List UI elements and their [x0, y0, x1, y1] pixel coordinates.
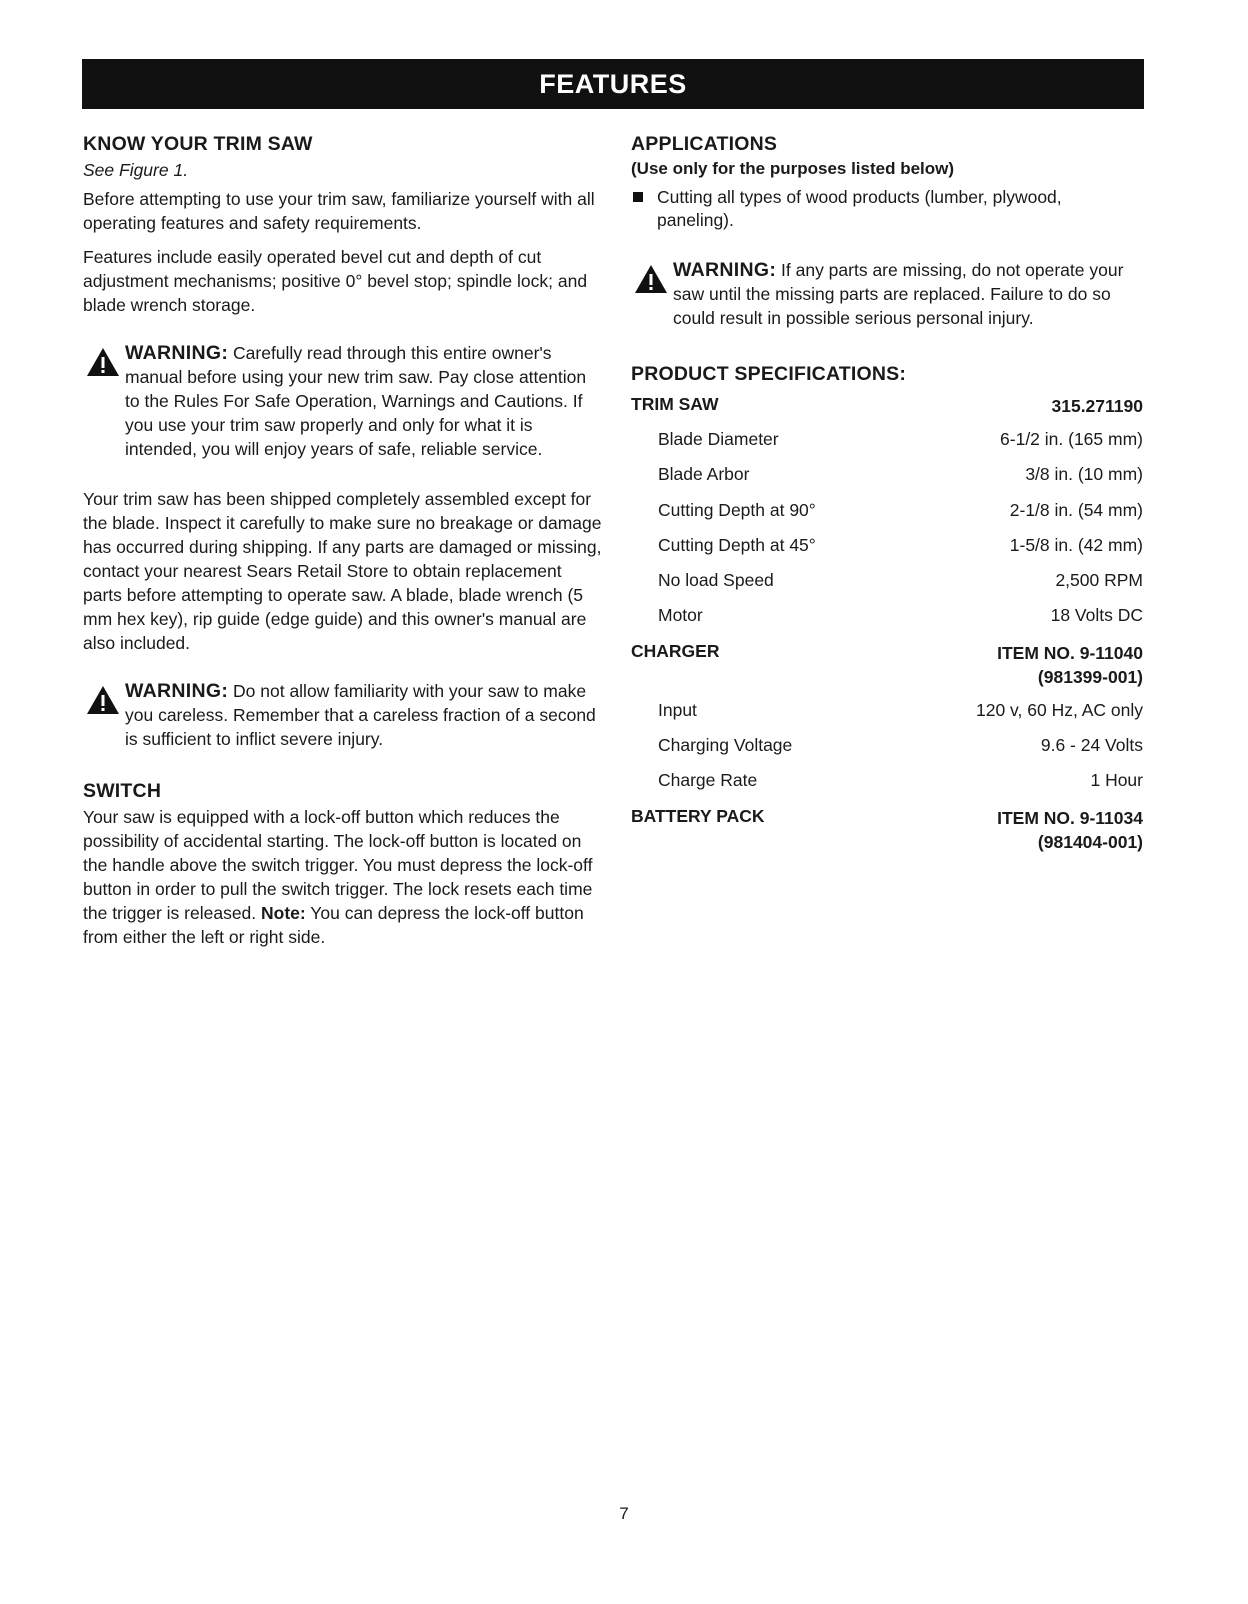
spec-charger-item: ITEM NO. 9-11040	[997, 642, 1143, 663]
spec-charger-part: (981399-001)	[1037, 666, 1143, 687]
spec-row-label: Charging Voltage	[658, 735, 793, 756]
spec-battery-item: ITEM NO. 9-11034	[997, 807, 1143, 828]
page-number: 7	[619, 1504, 629, 1523]
spec-row	[631, 700, 1143, 735]
know-para-3: Your trim saw has been shipped completely assembled except for the blade. Inspect it carefully to make sure no breakage or damage has occurred during shipping. If any parts are damaged or missing, contact your nearest Sears Retail Store to obtain replacement parts before attempting to operate saw. A blade, blade wrench (5 mm hex key), rip guide (edge guide) and this owner's manual are also included.	[83, 489, 602, 653]
spec-row-label: Input	[658, 699, 697, 720]
banner-title: FEATURES	[539, 68, 687, 99]
spec-row-value: 3/8 in. (10 mm)	[1025, 464, 1143, 485]
spec-row-value: 1 Hour	[1090, 770, 1143, 791]
spec-battery-label: BATTERY PACK	[631, 805, 765, 826]
warning-1-text: Carefully read through this entire owner's manual before using your new trim saw. Pay close attention to the Rules For Safe Operation, Warnings and Cautions. If you use your trim saw properly and only for what it is intended, you will enjoy years of safe, reliable service.	[125, 343, 587, 459]
warning-block-3	[631, 258, 1143, 330]
warning-2-lead: WARNING:	[125, 680, 229, 702]
warning-3-text: If any parts are missing, do not operate your saw until the missing parts are replaced. Failure to do so could result in possible serious personal injury.	[673, 260, 1124, 328]
spec-row-value: 1-5/8 in. (42 mm)	[1009, 534, 1143, 555]
spec-row-label: Motor	[658, 605, 703, 626]
switch-heading: SWITCH	[83, 780, 162, 802]
spec-row-label: Cutting Depth at 45°	[658, 534, 816, 555]
switch-body: Your saw is equipped with a lock-off button which reduces the possibility of accidental starting. The lock-off button is located on the handle above the switch trigger. You must depress the lock-off button in order to pull the switch trigger. The lock resets each time the trigger is released.	[83, 807, 593, 923]
spec-row	[631, 735, 1143, 770]
warning-1-lead: WARNING:	[125, 342, 229, 364]
spec-row-value: 2,500 RPM	[1055, 570, 1143, 591]
warning-block-2	[83, 679, 603, 751]
spec-row-value: 9.6 - 24 Volts	[1040, 735, 1143, 756]
left-column	[83, 130, 603, 959]
warning-triangle-icon	[86, 347, 120, 377]
spec-charger-header	[631, 641, 1143, 700]
spec-row	[631, 500, 1143, 535]
spec-row	[631, 464, 1143, 499]
spec-trim-saw-label: TRIM SAW	[631, 394, 719, 414]
spec-charger-label: CHARGER	[631, 640, 720, 661]
spec-row	[631, 429, 1143, 464]
spec-row-value: 2-1/8 in. (54 mm)	[1009, 499, 1143, 520]
spec-charger-item-block	[997, 641, 1143, 700]
spec-row-value: 120 v, 60 Hz, AC only	[976, 699, 1143, 720]
spec-trim-saw-model: 315.271190	[1051, 396, 1143, 416]
warning-3-lead: WARNING:	[673, 259, 777, 281]
bullet-square-icon	[633, 192, 643, 202]
spec-trim-saw-rows	[631, 429, 1143, 641]
applications-item	[631, 186, 1143, 232]
see-figure: See Figure 1.	[83, 160, 189, 180]
spec-row-label: Blade Arbor	[658, 464, 750, 485]
warning-block-1	[83, 341, 603, 461]
spec-battery-header	[631, 806, 1143, 865]
spec-row-value: 6-1/2 in. (165 mm)	[1000, 429, 1143, 449]
specs-heading: PRODUCT SPECIFICATIONS:	[631, 363, 907, 385]
applications-heading: APPLICATIONS	[631, 133, 778, 155]
know-para-2: Features include easily operated bevel cut and depth of cut adjustment mechanisms; positive 0° bevel stop; spindle lock; and blade wrench storage.	[83, 247, 588, 315]
spec-row-label: Cutting Depth at 90°	[658, 499, 816, 520]
spec-row-label: Blade Diameter	[658, 429, 779, 449]
features-banner	[82, 59, 1144, 109]
know-heading: KNOW YOUR TRIM SAW	[83, 133, 313, 155]
spec-row-label: Charge Rate	[658, 770, 758, 791]
applications-item-text: Cutting all types of wood products (lumber, plywood, paneling).	[657, 187, 1062, 230]
switch-note-text: You can depress the lock-off button from either the left or right side.	[83, 903, 584, 947]
spec-row	[631, 535, 1143, 570]
applications-subheading: (Use only for the purposes listed below)	[631, 159, 955, 178]
warning-triangle-icon	[86, 685, 120, 715]
spec-row	[631, 570, 1143, 605]
switch-note-label: Note:	[261, 903, 306, 923]
warning-triangle-icon	[634, 264, 668, 294]
warning-2-text: Do not allow familiarity with your saw to make you careless. Remember that a careless fraction of a second is sufficient to inflict severe injury.	[125, 681, 596, 749]
spec-battery-part: (981404-001)	[1037, 831, 1143, 852]
know-para-1: Before attempting to use your trim saw, familiarize yourself with all operating features and safety requirements.	[83, 189, 595, 233]
spec-row	[631, 770, 1143, 805]
right-column	[631, 130, 1143, 865]
spec-row-label: No load Speed	[658, 570, 774, 591]
spec-battery-item-block	[997, 806, 1143, 865]
switch-text	[83, 805, 603, 949]
spec-trim-saw-header	[631, 394, 1143, 429]
spec-row	[631, 605, 1143, 640]
spec-row-value: 18 Volts DC	[1050, 605, 1143, 626]
spec-charger-rows	[631, 700, 1143, 806]
